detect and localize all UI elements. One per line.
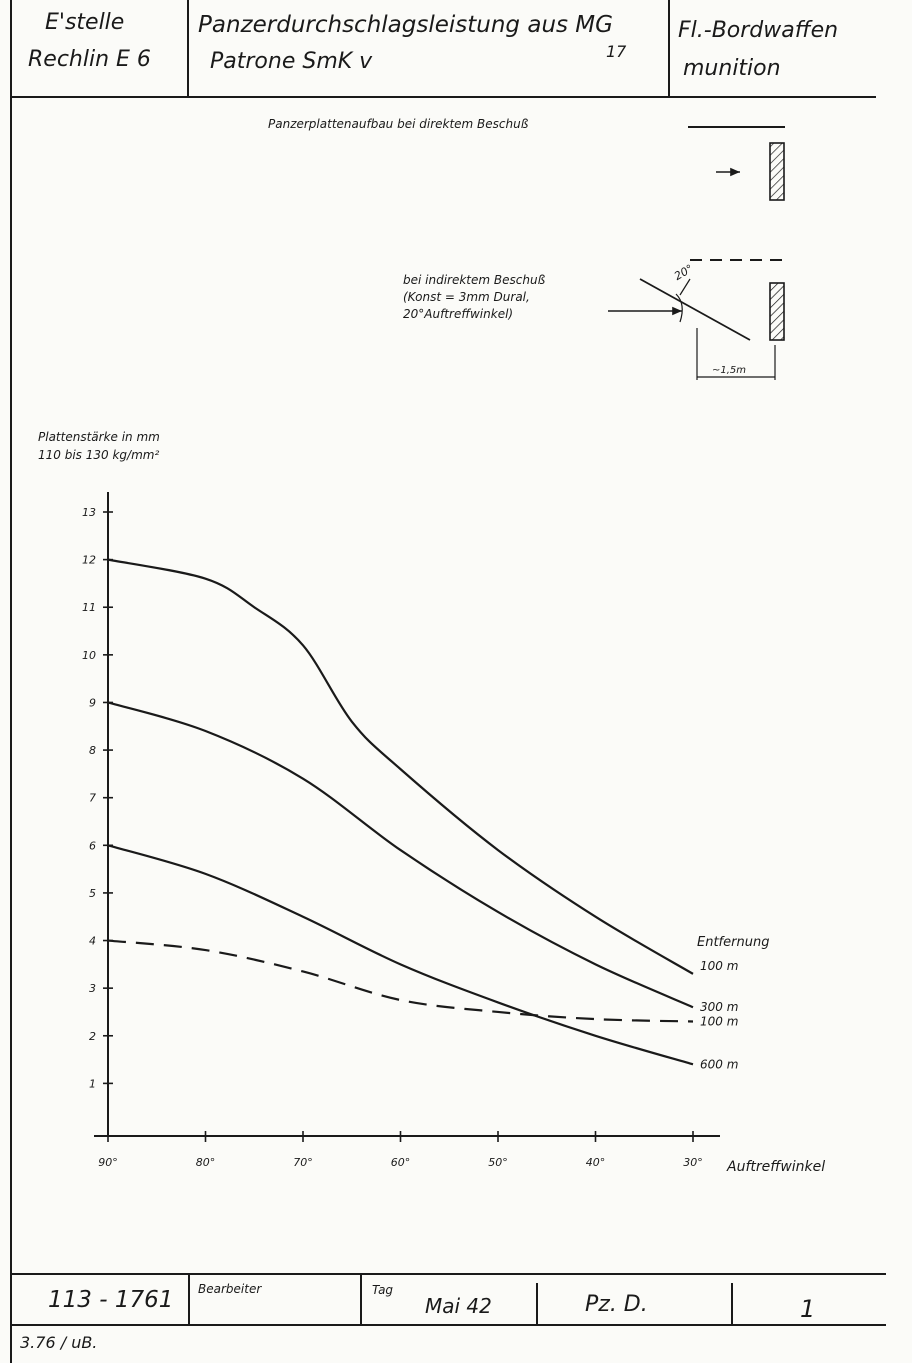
y-axis-label-line1: Plattenstärke in mm <box>38 430 160 444</box>
direct-fire-label: Panzerplattenaufbau bei direktem Beschuß <box>268 117 529 131</box>
chart-title-line2: Patrone SmK v <box>210 49 373 74</box>
y-tick-label: 3 <box>89 982 96 996</box>
office-name-line2: Rechlin E 6 <box>28 47 151 72</box>
series-line-100m <box>108 560 693 974</box>
y-tick-label: 2 <box>89 1029 96 1043</box>
chart-title-number: 17 <box>606 42 627 61</box>
footer-annotation: 3.76 / uB. <box>20 1333 98 1352</box>
x-tick-label: 80° <box>195 1156 216 1169</box>
footer-divider-2 <box>360 1275 362 1325</box>
series-line-600m <box>108 845 693 1064</box>
series-line-100m-dashed <box>108 941 693 1022</box>
indirect-fire-line1: bei indirektem Beschuß <box>403 273 546 287</box>
footer-bottom-rule <box>10 1324 886 1326</box>
y-tick-label: 6 <box>89 839 96 853</box>
y-tick-label: 4 <box>89 934 96 948</box>
legend-title: Entfernung <box>697 935 770 950</box>
editor-label: Bearbeiter <box>198 1282 262 1296</box>
y-tick-label: 12 <box>82 553 96 567</box>
indirect-fire-line2: (Konst = 3mm Dural, <box>403 290 530 304</box>
office-name-line1: E'stelle <box>45 10 125 35</box>
legend-label: 100 m <box>700 958 739 973</box>
distance-label: ~1,5m <box>712 365 747 376</box>
footer-divider-1 <box>188 1273 190 1325</box>
x-tick-label: 70° <box>293 1156 313 1169</box>
legend-label: 600 m <box>700 1057 739 1072</box>
y-tick-label: 9 <box>89 696 96 710</box>
legend-label: 300 m <box>700 1000 739 1015</box>
y-tick-label: 11 <box>82 601 96 615</box>
x-tick-label: 30° <box>683 1156 703 1169</box>
footer-top-rule <box>10 1273 886 1275</box>
series-line-300m <box>108 702 693 1007</box>
document-number: 113 - 1761 <box>48 1287 174 1313</box>
footer-divider-4 <box>731 1283 733 1325</box>
footer-date: Mai 42 <box>425 1294 492 1318</box>
y-tick-label: 5 <box>89 886 96 900</box>
x-axis-label: Auftreffwinkel <box>727 1159 826 1175</box>
y-axis-label-line2: 110 bis 130 kg/mm² <box>38 448 160 462</box>
x-tick-label: 90° <box>98 1156 118 1169</box>
y-tick-label: 1 <box>89 1077 96 1091</box>
category-line2: munition <box>683 56 781 81</box>
x-tick-label: 40° <box>585 1156 606 1169</box>
angle-label: 20° <box>672 261 696 284</box>
category-line1: Fl.-Bordwaffen <box>678 18 839 43</box>
department-code: Pz. D. <box>585 1292 648 1317</box>
chart-title-line1: Panzerdurchschlagsleistung aus MG <box>198 12 613 38</box>
day-label: Tag <box>372 1283 394 1297</box>
sheet-number: 1 <box>800 1295 816 1323</box>
indirect-fire-line3: 20°Auftreffwinkel) <box>403 307 514 321</box>
x-tick-label: 60° <box>390 1156 411 1169</box>
x-tick-label: 50° <box>488 1156 508 1169</box>
y-tick-label: 10 <box>82 648 96 662</box>
footer-divider-3 <box>536 1283 538 1325</box>
y-tick-label: 7 <box>89 791 96 805</box>
y-tick-label: 13 <box>82 506 96 519</box>
legend-label: 100 m <box>700 1014 739 1029</box>
y-tick-label: 8 <box>89 744 96 758</box>
